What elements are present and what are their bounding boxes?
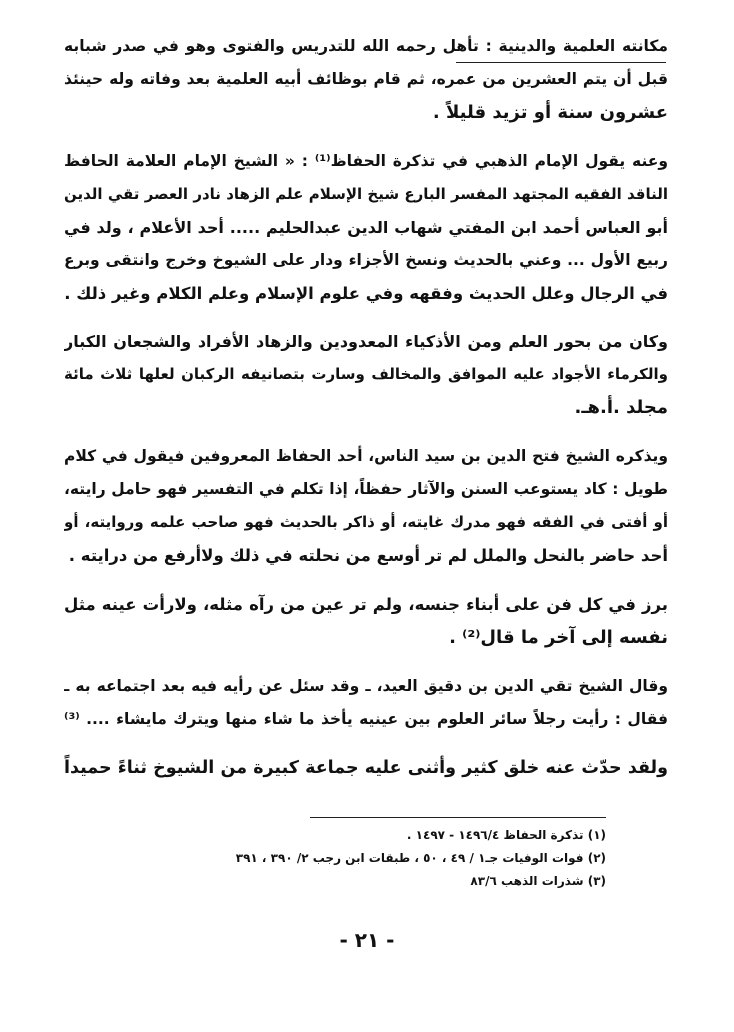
text-line: في الرجال وعلل الحديث وفقهه وفي علوم الإسلام وعلم الكلام وغير ذلك .	[64, 284, 668, 303]
text-line: ولقد حدّث عنه خلق كثير وأثنى عليه جماعة كبيرة من الشيوخ ثناءً حميداً	[64, 758, 668, 778]
text-line: ويذكره الشيخ فتح الدين بن سيد الناس، أحد الحفاظ المعروفين فيقول في كلام	[64, 447, 668, 465]
text-line: وعنه يقول الإمام الذهبي في تذكرة الحفاظ⁽¹⁾ : « الشيخ الإمام العلامة الحافظ	[64, 152, 668, 170]
text-line: والكرماء الأجواد عليه الموافق والمخالف وسارت بتصانيفه الركبان لعلها ثلاث مائة	[64, 365, 668, 383]
text-line: فقال : رأيت رجلاً سائر العلوم بين عينيه يأخذ ما شاء منها ويترك مايشاء .... ⁽³⁾	[64, 710, 668, 728]
paragraph-narrated-from-him	[64, 752, 668, 785]
paragraph-scholarly-status	[64, 30, 668, 129]
paragraph-excelled	[64, 588, 668, 654]
text-line: وقال الشيخ تقي الدين بن دقيق العيد، ـ وقد سئل عن رأيه فيه بعد اجتماعه به ـ	[64, 677, 668, 695]
page-number: - ٢١ -	[339, 928, 395, 952]
text-line: نفسه إلى آخر ما قال⁽²⁾ .	[449, 627, 668, 648]
text-line: الناقد الفقيه المجتهد المفسر البارع شيخ الإسلام علم الزهاد نادر العصر تقي الدين	[64, 185, 668, 203]
footnote-3: (٣) شذرات الذهب ٨٣/٦	[470, 874, 606, 888]
text-line: برز في كل فن على أبناء جنسه، ولم تر عين من رآه مثله، ولارأت عينه مثل	[64, 595, 668, 614]
text-line: أو أفتى في الفقه فهو مدرك غايته، أو ذاكر بالحديث فهو صاحب علمه وروايته، أو	[64, 513, 668, 531]
text-line: مكانته العلمية والدينية : تأهل رحمه الله للتدريس والفتوى وهو في صدر شبابه	[64, 37, 668, 55]
paragraph-dhahabi-quote	[64, 145, 668, 310]
paragraph-oceans-of-knowledge	[64, 325, 668, 424]
footnote-1: (١) تذكرة الحفاظ ١٤٩٦/٤ - ١٤٩٧ .	[406, 828, 606, 842]
text-line: قبل أن يتم العشرين من عمره، ثم قام بوظائف أبيه العلمية بعد وفاته وله حينئذ	[64, 70, 668, 88]
paragraph-ibn-sayyid-al-nas	[64, 440, 668, 572]
text-line: طويل : كاد يستوعب السنن والآثار حفظاً، إذا تكلم في التفسير فهو حامل رايته،	[64, 480, 668, 498]
footnote-divider	[310, 817, 606, 818]
footnote-2: (٢) فوات الوفيات جـ١ / ٤٩ ، ٥٠ ، طبقات ابن رجب ٢/ ٣٩٠ ، ٣٩١	[235, 851, 606, 865]
text-line: أبو العباس أحمد ابن المفتي شهاب الدين عبدالحليم ..... أحد الأعلام ، ولد في	[64, 218, 668, 237]
text-line: ربيع الأول ... وعني بالحديث ونسخ الأجزاء ودار على الشيوخ وخرج وانتقى وبرع	[64, 251, 668, 269]
text-line: أحد حاضر بالنحل والملل لم تر أوسع من نحلته في ذلك ولاأرفع من درايته .	[68, 546, 668, 565]
text-line: مجلد .أ.هـ.	[574, 397, 668, 418]
text-line: وكان من بحور العلم ومن الأذكياء المعدودين والزهاد الأفراد والشجعان الكبار	[64, 332, 668, 351]
heading-underline	[456, 62, 666, 63]
footnotes	[200, 824, 606, 893]
paragraph-ibn-daqiq-al-id	[64, 670, 668, 736]
text-line: عشرون سنة أو تزيد قليلاً .	[432, 102, 668, 123]
